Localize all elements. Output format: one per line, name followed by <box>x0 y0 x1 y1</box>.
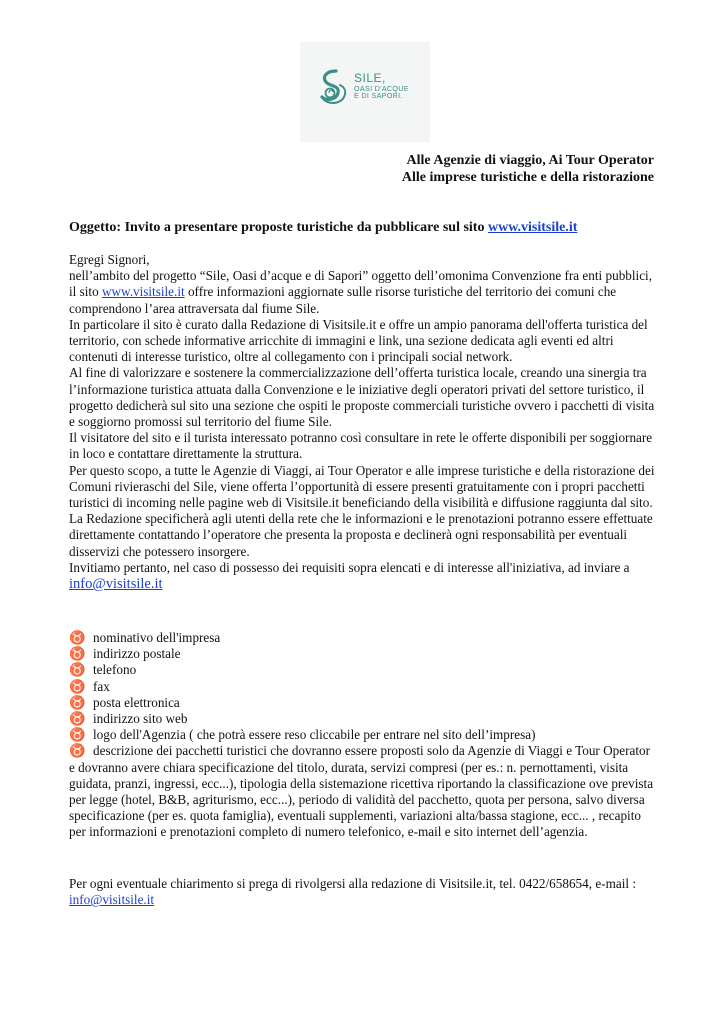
paragraph-6: La Redazione specificherà agli utenti della rete che le informazioni e le prenotazioni potranno essere effettuate direttamente contattando l’operatore che presenta la proposta e declinerà ogni responsabilità per eventuali disservizi che potessero insorgere. <box>69 511 653 559</box>
closing-text: Per ogni eventuale chiarimento si prega di rivolgersi alla redazione di Visitsile.it, tel. 0422/658654, e-mail : <box>69 876 636 891</box>
paragraph-4: Il visitatore del sito e il turista interessato potranno così consultare in rete le offerte disponibili per soggiornare in loco e contattare direttamente la struttura. <box>69 430 653 462</box>
list-item <box>69 711 659 727</box>
list-item <box>69 743 659 840</box>
bullet-icon: ♉ <box>69 678 86 694</box>
list-item-text: fax <box>93 678 110 694</box>
greeting: Egregi Signori, <box>69 252 150 267</box>
list-item <box>69 695 659 711</box>
subject-text: Oggetto: Invito a presentare proposte turistiche da pubblicare sul sito <box>69 220 488 235</box>
list-item-text: indirizzo sito web <box>93 711 188 727</box>
list-item <box>69 727 659 743</box>
logo-line-2: OASI D'ACQUE <box>354 83 409 93</box>
requirements-list <box>69 630 659 841</box>
paragraph-1 <box>69 268 659 317</box>
closing-email-link[interactable]: info@visitsile.it <box>69 892 155 908</box>
list-item-text: indirizzo postale <box>93 646 181 662</box>
bullet-icon: ♉ <box>69 662 86 678</box>
paragraph-1-text-a: nell’ambito del progetto “Sile, Oasi d’acque e di Sapori” oggetto dell’omonima Convenzione fra enti pubblici, il sito <box>69 268 653 300</box>
closing-paragraph <box>69 876 649 908</box>
addressee-block <box>402 152 654 186</box>
bullet-icon: ♉ <box>69 711 86 727</box>
list-item-text: descrizione dei pacchetti turistici che dovranno essere proposti solo da Agenzie di Viaggi e Tour Operator e dovranno avere chiara specificazione del titolo, durata, servizi compresi (per es.: n. pernottamenti, visita guidata, pranzi, ingressi, ecc...), tipologia della sistemazione ricettiva riportando la classificazione ove prevista per legge (hotel, B&B, agriturismo, ecc...), periodo di validità del pacchetto, quota per persona, salvo diversa specificazione (per es. quota famiglia), eventuali supplementi, variazioni alta/bassa stagione, ecc... , recapito per informazioni e prenotazioni completo di numero telefonico, e-mail e sito internet dell’agenzia. <box>69 743 654 840</box>
addressee-line-1: Alle Agenzie di viaggio, Ai Tour Operator <box>406 153 654 168</box>
paragraph-1-site-link[interactable]: www.visitsile.it <box>101 284 185 300</box>
list-item-text: logo dell'Agenzia ( che potrà essere reso cliccabile per entrare nel sito dell’impresa) <box>93 727 536 743</box>
paragraph-3: Al fine di valorizzare e sostenere la commercializzazione dell’offerta turistica locale, creando una sinergia tra l’informazione turistica attuata dalla Convenzione e le iniziative degli operatori privati del settore turistico, il progetto dedicherà sul sito una sezione che ospiti le proposte commerciali turistiche ovvero i pacchetti di visita e soggiorno promossi sul territorio del fiume Sile. <box>69 365 655 430</box>
subject-line <box>69 220 577 236</box>
paragraph-1-text-b: offre informazioni aggiornate sulle risorse turistiche del territorio dei comuni che comprendono l’area attraversata dal fiume Sile. <box>69 284 617 316</box>
list-item-text: posta elettronica <box>93 694 180 710</box>
paragraph-7 <box>69 560 659 592</box>
list-item <box>69 646 659 662</box>
logo-line-3: E DI SAPORI. <box>354 91 403 101</box>
list-item <box>69 630 659 646</box>
bullet-icon: ♉ <box>69 743 86 759</box>
paragraph-2: In particolare il sito è curato dalla Redazione di Visitsile.it e offre un ampio panorama dell'offerta turistica del territorio, con schede informative arricchite di immagini e link, una sezione dedicata agli eventi ed altri contenuti di interesse turistico, oltre al collegamento con i principali social network. <box>69 316 648 365</box>
list-item-text: telefono <box>93 662 137 678</box>
letter-body <box>69 252 659 592</box>
bullet-icon: ♉ <box>69 727 86 743</box>
list-item-text: nominativo dell'impresa <box>93 630 221 645</box>
paragraph-5: Per questo scopo, a tutte le Agenzie di Viaggi, ai Tour Operator e alle imprese turistiche e della ristorazione dei Comuni rivieraschi del Sile, viene offerta l’opportunità di essere presenti gratuitamente con i propri pacchetti turistici di incoming nelle pagine web di Visitsile.it beneficiando della visibilità e diffusione raggiunta dal sito. <box>69 462 655 511</box>
sile-logo-icon <box>316 67 350 107</box>
logo-line-1: SILE, <box>354 71 386 85</box>
list-item <box>69 662 659 678</box>
subject-site-link[interactable]: www.visitsile.it <box>487 220 578 235</box>
bullet-icon: ♉ <box>69 646 86 662</box>
sile-logo <box>300 42 430 142</box>
addressee-line-2: Alle imprese turistiche e della ristorazione <box>401 170 654 185</box>
paragraph-7-text: Invitiamo pertanto, nel caso di possesso dei requisiti sopra elencati e di interesse all'iniziativa, ad inviare a <box>69 559 630 575</box>
list-item <box>69 679 659 695</box>
email-link[interactable]: info@visitsile.it <box>69 576 163 593</box>
logo-wordmark <box>354 72 430 100</box>
bullet-icon: ♉ <box>69 694 86 710</box>
bullet-icon: ♉ <box>69 630 86 645</box>
